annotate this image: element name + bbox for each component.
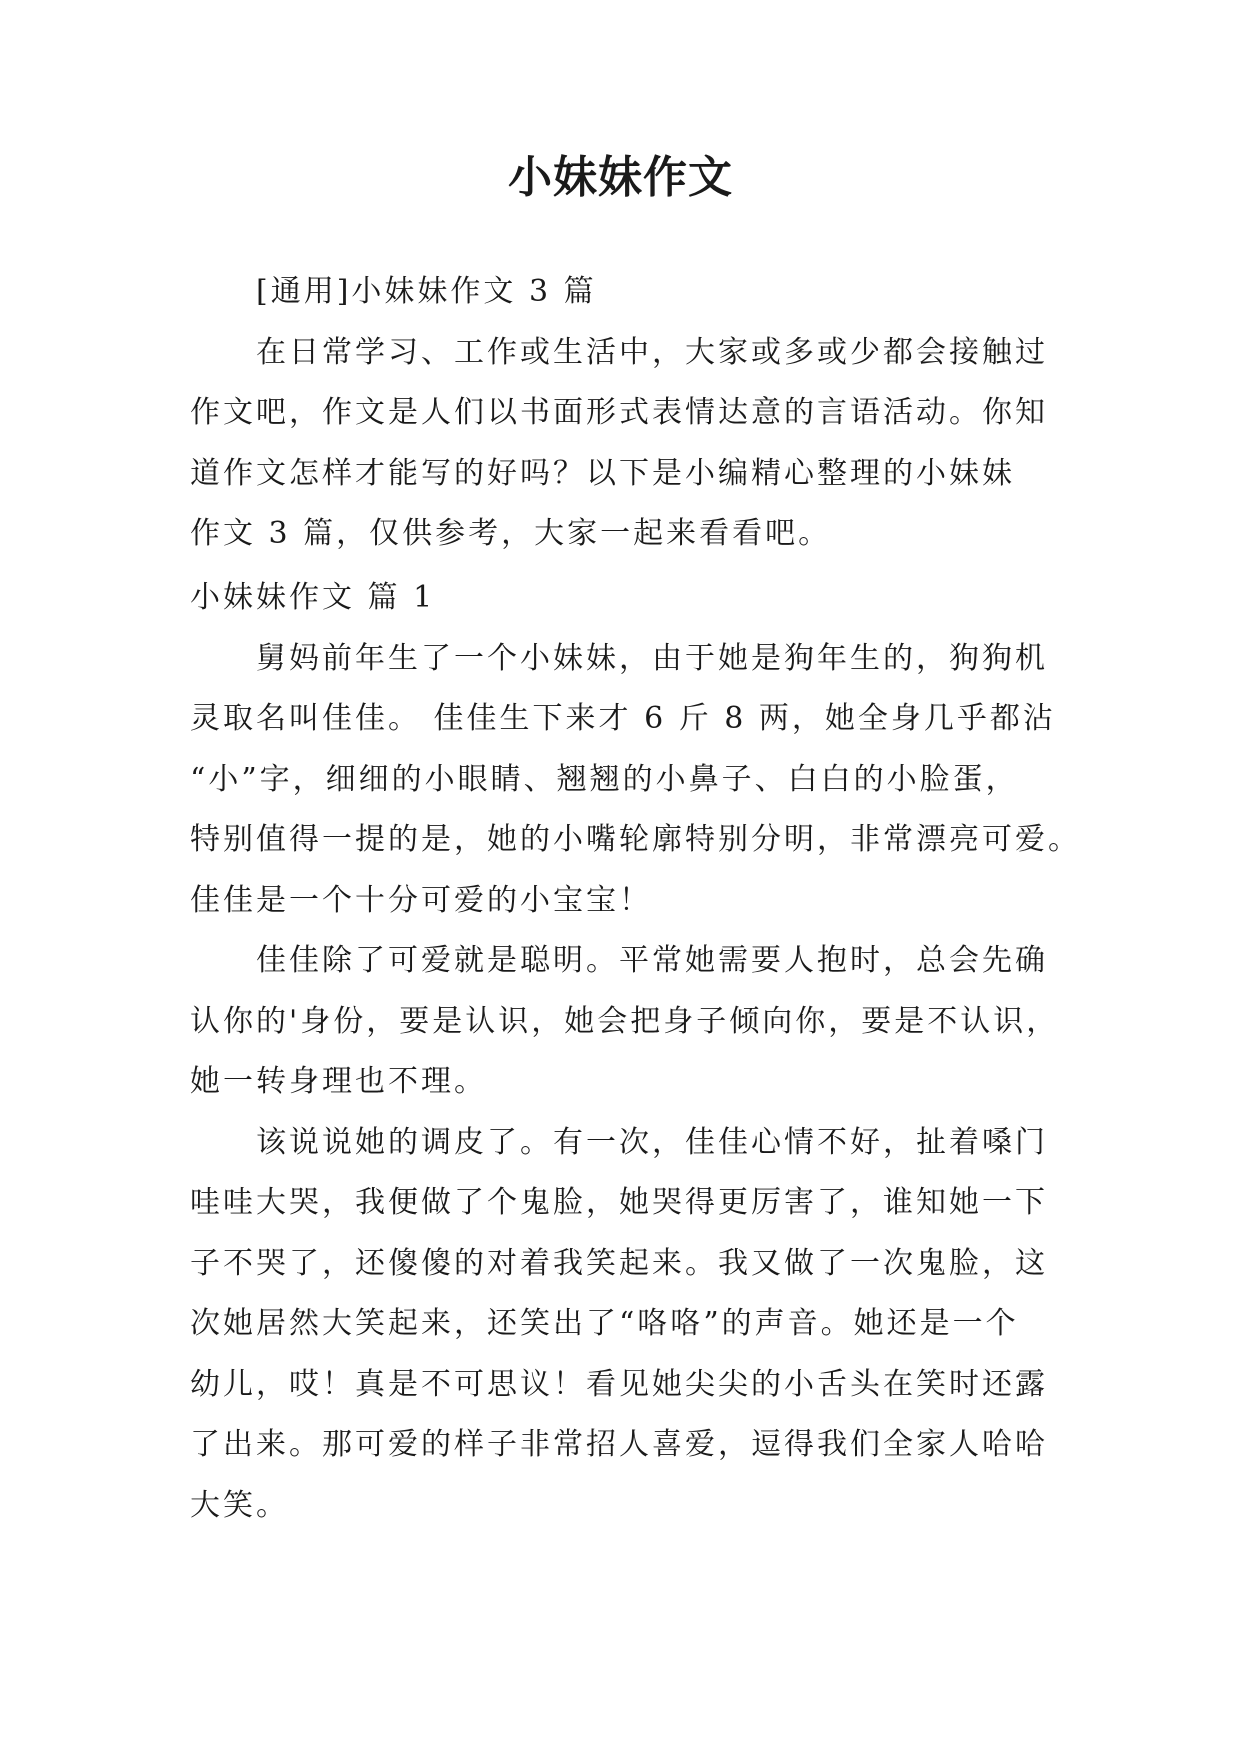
intro-line: 在日常学习、工作或生活中，大家或多或少都会接触过 xyxy=(256,334,1048,370)
intro-line: 道作文怎样才能写的好吗？以下是小编精心整理的小妹妹 xyxy=(190,455,1015,491)
document-title: 小妹妹作文 xyxy=(508,152,733,203)
paragraph-3-line: 幼儿，哎！真是不可思议！看见她尖尖的小舌头在笑时还露 xyxy=(190,1366,1048,1402)
subtitle-line: [通用]小妹妹作文 3 篇 xyxy=(256,274,597,309)
paragraph-2-line: 佳佳除了可爱就是聪明。平常她需要人抱时，总会先确 xyxy=(256,943,1048,978)
intro-line: 作文 3 篇，仅供参考，大家一起来看看吧。 xyxy=(190,516,832,551)
paragraph-1-line: 特别值得一提的是，她的小嘴轮廓特别分明，非常漂亮可爱。 xyxy=(190,822,1081,857)
intro-line: 作文吧，作文是人们以书面形式表情达意的言语活动。你知 xyxy=(190,395,1048,430)
paragraph-3-line: 了出来。那可爱的样子非常招人喜爱，逗得我们全家人哈哈 xyxy=(190,1427,1048,1462)
paragraph-3-line: 大笑。 xyxy=(190,1487,289,1523)
paragraph-3-line: 次她居然大笑起来，还笑出了“咯咯”的声音。她还是一个 xyxy=(190,1306,1019,1341)
section-heading: 小妹妹作文 篇 1 xyxy=(190,580,436,615)
essay-section-1 xyxy=(190,568,1081,1536)
paragraph-1-line: 舅妈前年生了一个小妹妹，由于她是狗年生的，狗狗机 xyxy=(256,640,1048,676)
paragraph-1-line: “小”字，细细的小眼睛、翘翘的小鼻子、白白的小脸蛋， xyxy=(190,761,1019,797)
paragraph-2-line: 她一转身理也不理。 xyxy=(190,1064,487,1099)
paragraph-3-line: 该说说她的调皮了。有一次，佳佳心情不好，扯着嗓门 xyxy=(256,1124,1048,1160)
intro-block xyxy=(190,262,1050,565)
paragraph-2-line: 认你的'身份，要是认识，她会把身子倾向你，要是不认识， xyxy=(190,1003,1060,1039)
paragraph-1-line: 佳佳是一个十分可爱的小宝宝！ xyxy=(190,882,652,918)
paragraph-3-line: 哇哇大哭，我便做了个鬼脸，她哭得更厉害了，谁知她一下 xyxy=(190,1185,1048,1220)
paragraph-1-line: 灵取名叫佳佳。 佳佳生下来才 6 斤 8 两，她全身几乎都沾 xyxy=(190,701,1056,736)
paragraph-3-line: 子不哭了，还傻傻的对着我笑起来。我又做了一次鬼脸，这 xyxy=(190,1245,1048,1281)
